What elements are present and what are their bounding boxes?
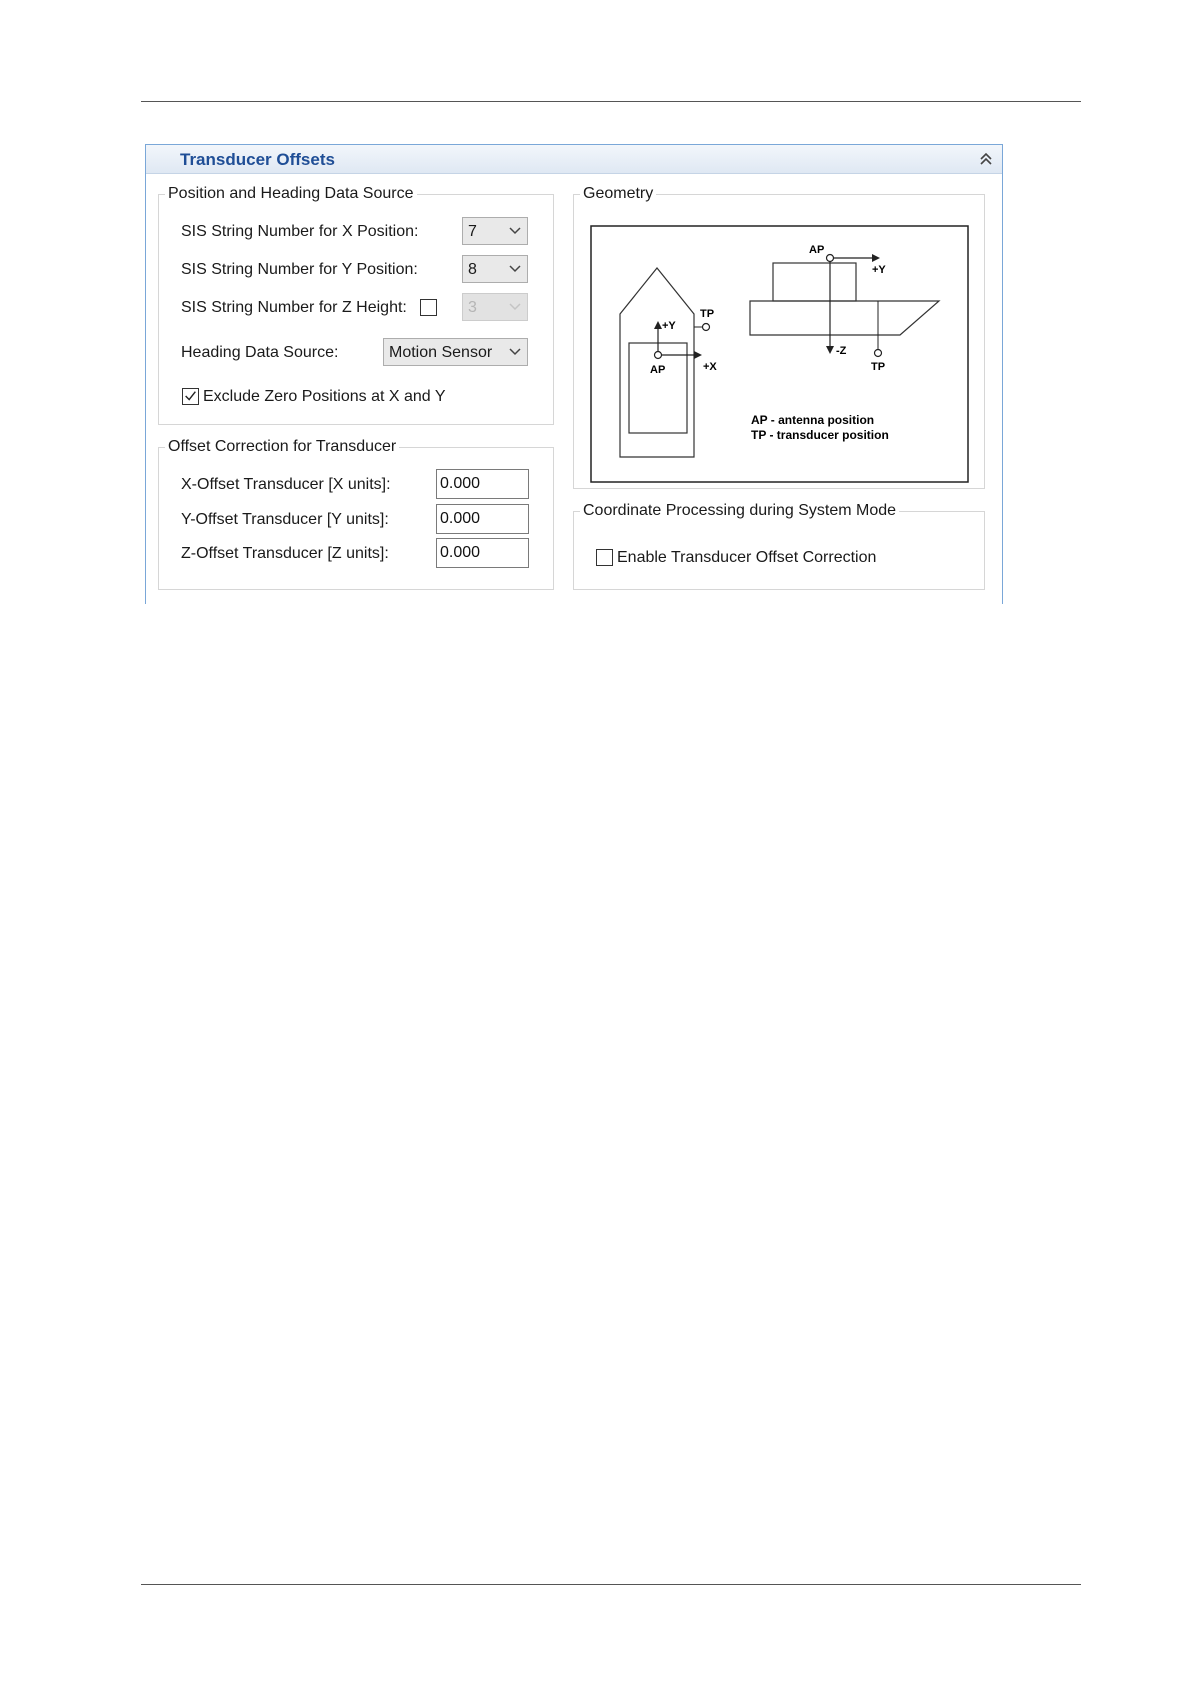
enable-offset-correction-checkbox[interactable] [596, 549, 613, 566]
y-offset-label: Y-Offset Transducer [Y units]: [181, 511, 389, 528]
chevron-down-icon [508, 347, 522, 357]
y-position-label: SIS String Number for Y Position: [181, 261, 418, 278]
z-height-checkbox[interactable] [420, 299, 437, 316]
offset-correction-legend: Offset Correction for Transducer [168, 438, 397, 455]
heading-source-label: Heading Data Source: [181, 344, 339, 361]
footer-rule [141, 1584, 1081, 1585]
coordinate-processing-group [573, 502, 985, 590]
diagram-label-plus-y-right: +Y [872, 264, 886, 276]
heading-source-combo[interactable] [383, 338, 528, 366]
collapse-chevron-icon[interactable] [978, 151, 994, 167]
x-position-value: 7 [468, 223, 477, 240]
position-heading-legend: Position and Heading Data Source [168, 185, 414, 202]
enable-offset-correction-label: Enable Transducer Offset Correction [617, 549, 877, 566]
z-offset-input[interactable] [436, 538, 529, 568]
z-height-value: 3 [468, 299, 477, 316]
diagram-label-tp-right: TP [871, 361, 886, 373]
geometry-group [573, 185, 985, 489]
exclude-zero-label: Exclude Zero Positions at X and Y [203, 388, 446, 405]
x-position-label: SIS String Number for X Position: [181, 223, 419, 240]
z-height-combo [462, 293, 528, 321]
diagram-label-ap-right: AP [809, 244, 825, 256]
transducer-offsets-panel [145, 144, 1003, 604]
diagram-label-minus-z: -Z [836, 345, 847, 357]
heading-source-value: Motion Sensor [389, 344, 493, 361]
checkmark-icon [183, 389, 198, 404]
diagram-label-plus-x-left: +X [703, 361, 717, 373]
y-position-value: 8 [468, 261, 477, 278]
geometry-diagram [590, 225, 969, 483]
chevron-down-icon [508, 226, 522, 236]
diagram-label-tp-left: TP [700, 308, 715, 320]
diagram-label-ap-left: AP [650, 364, 666, 376]
diagram-key-tp: TP - transducer position [751, 428, 889, 442]
x-position-combo[interactable] [462, 217, 528, 245]
z-height-label: SIS String Number for Z Height: [181, 299, 407, 316]
chevron-down-icon [508, 302, 522, 312]
z-offset-label: Z-Offset Transducer [Z units]: [181, 545, 389, 562]
x-offset-input[interactable] [436, 469, 529, 499]
x-offset-label: X-Offset Transducer [X units]: [181, 476, 391, 493]
panel-title: Transducer Offsets [180, 150, 335, 169]
y-offset-input[interactable] [436, 504, 529, 534]
diagram-label-plus-y-left: +Y [662, 320, 676, 332]
geometry-legend: Geometry [583, 185, 654, 202]
header-rule [141, 101, 1081, 102]
diagram-key-ap: AP - antenna position [751, 413, 875, 427]
coordinate-processing-legend: Coordinate Processing during System Mode [583, 502, 897, 519]
chevron-down-icon [508, 264, 522, 274]
panel-header [146, 145, 1002, 174]
y-position-combo[interactable] [462, 255, 528, 283]
exclude-zero-checkbox[interactable] [182, 388, 199, 405]
